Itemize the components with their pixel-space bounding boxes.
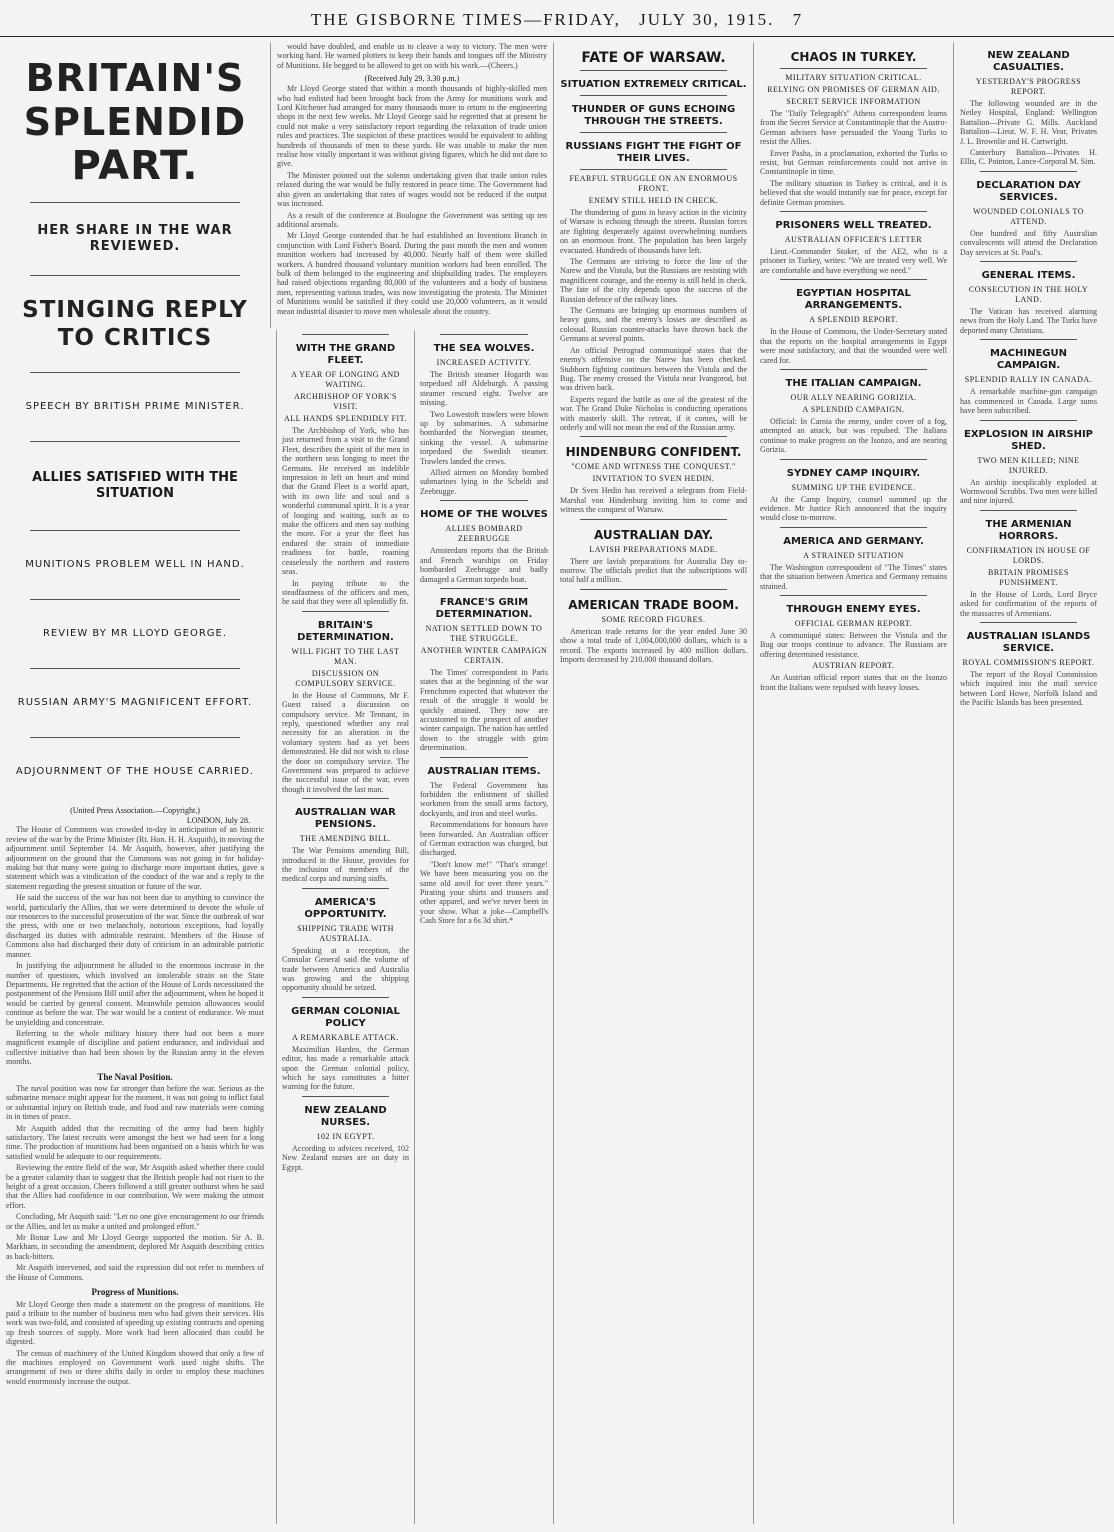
divider xyxy=(30,202,240,203)
subhead: MILITARY SITUATION CRITICAL. xyxy=(785,73,922,82)
subhead: ALLIES BOMBARD ZEEBRUGGE xyxy=(445,524,523,544)
headline-sydney-camp-inquiry: SYDNEY CAMP INQUIRY. xyxy=(786,467,921,479)
divider xyxy=(302,798,389,799)
paper-name-and-day: THE GISBORNE TIMES—FRIDAY, xyxy=(310,10,621,29)
headline-italian-campaign: THE ITALIAN CAMPAIGN. xyxy=(785,377,922,389)
subhead: A SPLENDID CAMPAIGN. xyxy=(802,404,905,414)
subhead: INVITATION TO SVEN HEDIN. xyxy=(592,474,715,484)
headline-armenian-horrors: THE ARMENIAN HORRORS. xyxy=(985,518,1072,542)
divider xyxy=(30,372,240,373)
article-body-text: Maximilian Harden, the German editor, has made a remarkable attack upon the German colonial policy, which he says constitutes a bitter warning for the future. xyxy=(282,1044,409,1092)
article-body-text: would have doubled, and enable us to cleave a way to victory. The men were working hard. He warned plotters to keep their hands and tongues off the Ministry of Munitions. He begged to be allowed to get on with his work.—(Cheers.) xyxy=(277,42,547,70)
headline-britains-determination: BRITAIN'S DETERMINATION. xyxy=(297,619,394,643)
headline-fate-of-warsaw: FATE OF WARSAW. xyxy=(581,50,726,66)
divider xyxy=(302,888,389,889)
subhead: WOUNDED COLONIALS TO ATTEND. xyxy=(972,206,1085,226)
article-body-text: Mr Lloyd George then made a statement on the progress of munitions. He paid a tribute to the number of business men who had given their services. His work was two-fold, and consisted of speeding up existing contracts and opening up fresh sources of supply. More work had been allocated than could be digested. The census of machinery of the United Kingdom showed that only a few of the machines employed on Government work used night shifts. The arrangement of two or three shifts daily in order to employ these machines would enormously increase the output. xyxy=(6,1299,264,1386)
subhead: A SPLENDID REPORT. xyxy=(809,315,898,325)
subhead: DISCUSSION ON COMPULSORY SERVICE. xyxy=(295,668,396,688)
headline-america-and-germany: AMERICA AND GERMANY. xyxy=(783,535,924,547)
divider xyxy=(302,997,389,998)
headline-nz-nurses: NEW ZEALAND NURSES. xyxy=(304,1104,387,1128)
subhead: YESTERDAY'S PROGRESS REPORT. xyxy=(975,77,1082,96)
divider xyxy=(780,369,927,370)
headline-home-of-wolves: HOME OF THE WOLVES xyxy=(420,509,548,521)
divider xyxy=(980,510,1077,511)
article-body-text: The following wounded are in the Netley Hospital, England: Wellington Battalion—Private G. Mills. Auckland Battalion—Lieut. W. F. H. Vear, Privates J. L. Brownlie and H. Cartwright. Canterbury Battalion—Privates H. Ellis, C. Pointon, Lance-Corporal M. Sim. xyxy=(960,99,1097,167)
subhead: OFFICIAL GERMAN REPORT. xyxy=(794,618,913,628)
column-2b xyxy=(414,330,553,1524)
subhead: ANOTHER WINTER CAMPAIGN CERTAIN. xyxy=(420,645,548,665)
subhead: OUR ALLY NEARING GORIZIA. xyxy=(790,392,917,402)
headline-machinegun-campaign: MACHINEGUN CAMPAIGN. xyxy=(989,348,1068,372)
divider xyxy=(580,169,727,170)
article-body-text: The Vatican has received alarming news from the Holy Land. The Turks have deported many Christians. xyxy=(960,307,1097,335)
article-body-text: One hundred and fifty Australian convalescents will attend the Declaration Day services at St. Paul's. xyxy=(960,228,1097,257)
article-body-text: In the House of Commons, Mr F. Guest raised a discussion on compulsory service. Mr Tennant, in reply, questioned whether any real necessity for an alteration in the voluntary system had as yet been demonstrated. He did not wish to close the door on compulsory service. The Government was prepared to achieve the successful issue of the war, even though it involved the last man. xyxy=(282,690,409,794)
divider xyxy=(30,530,240,531)
subhead: ENEMY STILL HELD IN CHECK. xyxy=(588,196,719,205)
article-body-text: The "Daily Telegraph's" Athens correspondent learns from the Secret Service at Constantinople that the Austro-German advisers have persuaded the Young Turks to resist the Allies. Enver Pasha, in a proclamation, exhorted the Turks to resist, but German reinforcements could not arrive in Constantinople in time. The military situation in Turkey is critical, and it is believed that she would instantly sue for peace, except for definite German promises. xyxy=(760,109,947,207)
divider xyxy=(440,500,528,501)
divider xyxy=(440,588,528,589)
wire-credit: (United Press Association.—Copyright.) xyxy=(70,806,200,815)
headline-declaration-day: DECLARATION DAY SERVICES. xyxy=(976,179,1081,203)
article-body-text: An airship inexplicably exploded at Wormwood Scrubbs. Two men were killed and nine injured. xyxy=(960,477,1097,506)
deck-war-reviewed: HER SHARE IN THE WAR REVIEWED. xyxy=(37,223,233,254)
subhead: AUSTRALIAN OFFICER'S LETTER xyxy=(784,235,923,245)
headline-airship-explosion: EXPLOSION IN AIRSHIP SHED. xyxy=(963,428,1093,452)
headline-egyptian-hospital: EGYPTIAN HOSPITAL ARRANGEMENTS. xyxy=(796,288,911,312)
divider xyxy=(980,171,1077,172)
divider xyxy=(980,420,1077,421)
divider xyxy=(30,441,240,442)
subhead: FEARFUL STRUGGLE ON AN ENORMOUS FRONT. xyxy=(569,174,738,193)
deck-russian-army: RUSSIAN ARMY'S MAGNIFICENT EFFORT. xyxy=(17,697,253,708)
headline-nz-casualties: NEW ZEALAND CASUALTIES. xyxy=(987,50,1070,73)
main-headline: BRITAIN'S SPLENDID xyxy=(23,56,247,144)
subhead: WILL FIGHT TO THE LAST MAN. xyxy=(291,646,400,666)
divider xyxy=(302,334,389,335)
headline-trade-boom: AMERICAN TRADE BOOM. xyxy=(568,597,739,612)
article-body-text: A communiqué states: Between the Vistula and the Bug our troops continue to advance. The Russians are offering determined resistance. xyxy=(760,630,947,659)
divider xyxy=(30,668,240,669)
subhead-progress-munitions: Progress of Munitions. xyxy=(91,1287,179,1298)
headline-sea-wolves: THE SEA WOLVES. xyxy=(433,343,535,354)
headline-through-enemy-eyes: THROUGH ENEMY EYES. xyxy=(786,603,921,615)
deck-review: REVIEW BY MR LLOYD GEORGE. xyxy=(42,628,228,639)
divider xyxy=(580,519,727,520)
divider xyxy=(780,211,927,212)
received-time: (Received July 29, 3.30 p.m.) xyxy=(364,74,460,84)
article-body-text: Mr Lloyd George stated that within a month thousands of highly-skilled men who had enlisted had been brought back from the Army for munitions work and Lord Kitchener had arranged for many thousands more to return to the engineering shops in the next few weeks. Mr Lloyd George said he regretted that at present he could not make a very satisfactory report regarding the relaxation of trade union rules and practices. The suspicion of these practices would be equivalent to adding hundreds of thousands of men to these yards. He was unable to make the men realise how vitally important it was without giving figures, which he did not dare to give. The Minister pointed out the solemn undertaking given that trade union rules relaxed during the war would be fully restored in peace time. The Government had also given an undertaking that rates of wages would not be reduced if the output was increased. As a result of the conference at Boulogne the Government was setting up ten additional arsenals. Mr Lloyd George contended that he had established an Inventions Branch in conjunction with Lord Fisher's Board. During the past month the men and women munition workers had increased by 40,000. Nearly half of them were skilled workers. A hundred thousand voluntary munition workers had been enrolled. The bulk of them belonged to the engineering and shipbuilding trades. The employers had raised objections regarding 80,000 of the volunteers and a body of business men, representing various trades, was now investigating the protests. The Minister of Munitions would be satisfied if they could use 20,000 volunteers, as it would mean industrial disaster to move men wholesale about the country. xyxy=(277,84,547,316)
article-body-text: According to advices received, 102 New Zealand nurses are on duty in Egypt. xyxy=(282,1143,409,1172)
column-5 xyxy=(953,42,1103,1524)
article-body-text: The Federal Government has forbidden the enlistment of skilled workmen from the small arms factory, dockyards, and iron and steel works. Recommendations for honours have been forwarded. An Australian officer of German extraction was charged, but discharged. "Don't know me!" "That's strange! We have been measuring you on the same old anvil for over three years." Pirating your shirts and trousers and other apparel, and we've never been in your show. What a joke—Campbell's Cash Store for a 6s 3d shirt.* xyxy=(420,780,548,926)
divider xyxy=(580,132,727,133)
subhead: SPLENDID RALLY IN CANADA. xyxy=(964,375,1093,385)
article-body-text: The naval position was now far stronger than before the war. Serious as the submarine menace might appear for the moment, it was not going to inflict fatal or substantial injury on British trade, and food and raw materials were coming in in times of peace. Mr Asquith added that the recruiting of the army had been highly satisfactory. The latest recruits were amongst the best we had seen for a long time. The production of munitions had been organised on a basis which he was satisfied would be adequate to our requirements. Reviewing the entire field of the war, Mr Asquith asked whether there could be a greater calamity than to suggest that the British people had not risen to the height of a great occasion. Cheers followed a still greater outburst when he said that the Allies had confidence in our contribution. We were making the utmost effort. Concluding, Mr Asquith said: "Let no one give encouragement to our friends or the Allies, and let us make a united and prolonged effort." Mr Bonar Law and Mr Lloyd George supported the motion. Sir A. B. Markham, in seconding the amendment, deplored Mr Asquith describing critics as back-bitters. Mr Asquith intervened, and said the expression did not refer to members of the House of Commons. xyxy=(6,1083,264,1282)
article-body-text: An Austrian official report states that on the Isonzo front the Italians were repulsed with heavy losses. xyxy=(760,673,947,692)
article-body-text: The Times' correspondent in Paris states that at the beginning of the war Frenchmen expected that whatever the result of the struggle it would be quickly attained. They now are accustomed to the prospect of another winter campaign. The nation has settled down to the struggle with grim determination. xyxy=(420,667,548,753)
article-body-text: Speaking at a reception, the Consular General said the volume of trade between America and Australia was growing and the shipping opportunity should be seized. xyxy=(282,945,409,993)
article-body-text: The report of the Royal Commission which inquired into the mail service between Lord Howe, Norfolk Island and the Pacific Islands has been presented. xyxy=(960,669,1097,708)
article-body-text: In the House of Lords, Lord Bryce asked for confirmation of the reports of the massacres of Armenians. xyxy=(960,589,1097,618)
dateline: LONDON, July 28. xyxy=(186,816,250,825)
issue-date: JULY 30, 1915. xyxy=(639,10,775,29)
divider xyxy=(580,436,727,437)
column-4 xyxy=(753,42,953,1524)
headline-war-pensions: AUSTRALIAN WAR PENSIONS. xyxy=(295,807,396,831)
article-body-text: The thundering of guns in heavy action in the vicinity of Warsaw is echoing through the streets. Russian forces are fighting desperately against overwhelming numbers on an enormous front. The population has been largely evacuated. Hundreds of thousands have left. The Germans are striving to force the line of the Narew and the Vistula, but the Russians are resisting with magnificent courage, and the enemy is still held in check. The fate of the city depends upon the success of the Russian defence of the railway lines. The Germans are bringing up enormous numbers of heavy guns, and the enemy's losses are described as colossal. Russian counter-attacks have thrown back the Germans at several points. An official Petrograd communiqué states that the enemy's offensive on the Narew has been checked. Stubborn fighting continues between the Vistula and the Bug. The enemy crossed the Vistula near Ivangorod, but was driven back. Experts regard the battle as one of the greatest of the war. The Grand Duke Nicholas is conducting operations with masterly skill. The retreat, if it comes, will be orderly and will not mean the end of the Russian army. xyxy=(560,208,747,432)
subhead: SOME RECORD FIGURES. xyxy=(601,614,706,624)
article-body-text: Amsterdam reports that the British and French warships on Friday bombarded Zeebrugge and badly damaged a German torpedo boat. xyxy=(420,546,548,584)
subhead-russians-fight: RUSSIANS FIGHT THE FIGHT OF THEIR LIVES. xyxy=(565,141,742,164)
headline-chaos-in-turkey: CHAOS IN TURKEY. xyxy=(790,50,917,64)
divider xyxy=(580,70,727,71)
divider xyxy=(580,95,727,96)
divider xyxy=(302,1096,389,1097)
divider xyxy=(30,275,240,276)
subhead: INCREASED ACTIVITY. xyxy=(436,358,532,367)
subhead: SECRET SERVICE INFORMATION xyxy=(786,97,921,106)
deck-adjournment: ADJOURNMENT OF THE HOUSE CARRIED. xyxy=(15,766,255,777)
deck-munitions: MUNITIONS PROBLEM WELL IN HAND. xyxy=(25,559,245,570)
divider xyxy=(780,459,927,460)
deck-speech: SPEECH BY BRITISH PRIME MINISTER. xyxy=(25,401,245,412)
headline-prisoners-treated: PRISONERS WELL TREATED. xyxy=(775,220,932,232)
subhead: SHIPPING TRADE WITH AUSTRALIA. xyxy=(297,923,394,943)
article-body-text: At the Camp Inquiry, counsel summed up the evidence. Mr Justice Rich announced that the inquiry would close to-morrow. xyxy=(760,494,947,523)
article-body-text: The War Pensions amending Bill, introduced in the House, provides for the inclusion of members of the medical corps and nursing staffs. xyxy=(282,846,409,884)
column-3 xyxy=(553,42,753,1524)
article-body-text: In the House of Commons, the Under-Secretary stated that the reports on the hospital arrangements in Egypt were most satisfactory, and that the wounded were well cared for. xyxy=(760,327,947,365)
subhead: TWO MEN KILLED; NINE INJURED. xyxy=(977,455,1080,475)
column-2-top xyxy=(270,42,553,328)
divider xyxy=(980,261,1077,262)
subhead: ALL HANDS SPLENDIDLY FIT. xyxy=(284,414,407,423)
subhead: "COME AND WITNESS THE CONQUEST." xyxy=(571,462,736,472)
subhead: ARCHBISHOP OF YORK'S VISIT. xyxy=(294,392,397,411)
divider xyxy=(30,737,240,738)
article-body-text: American trade returns for the year ended June 30 show a total trade of 1,004,000,000 dollars, which is a record. The exports increased by 400 million dollars. Imports decreased by 210,000 thousand dollars. xyxy=(560,626,747,664)
column-1 xyxy=(0,42,270,1524)
subhead: NATION SETTLED DOWN TO THE STRUGGLE. xyxy=(425,623,543,643)
subhead-naval-position: The Naval Position. xyxy=(97,1071,173,1082)
masthead xyxy=(0,4,1114,37)
subhead-thunder-of-guns: THUNDER OF GUNS ECHOING THROUGH THE STREETS. xyxy=(571,104,736,127)
divider xyxy=(780,68,927,69)
subhead: LAVISH PREPARATIONS MADE. xyxy=(589,544,718,554)
article-body-text: Dr Sven Hedin has received a telegram from Field-Marshal von Hindenburg inviting him to come and witness the conquest of Warsaw. xyxy=(560,486,747,515)
article-body-text: The Archbishop of York, who has just returned from a visit to the Grand Fleet, describes the spirit of the men in the northern seas longing to meet the Germans. He received an indelible impression in left on heart and mind that the Grand Fleet is a world apart, with its own life and soul and a wonderful communal spirit. It is a year of longing and waiting, such as to make the officers and men say nothing the more. For a year the fleet has endured the strain of immediate readiness for battle, roaming ceaselessly the northern and eastern seas. In paying tribute to the steadfastness of the officers and men, he said that they were all splendidly fit. xyxy=(282,426,409,607)
article-body-text: There are lavish preparations for Australia Day to-morrow. The officials predict that the subscriptions will total half a million. xyxy=(560,556,747,585)
column-2a xyxy=(276,330,414,1524)
divider xyxy=(980,622,1077,623)
divider xyxy=(980,339,1077,340)
article-body-text: Lieut.-Commander Stoker, of the AE2, who is a prisoner in Turkey, writes: "We are treated very well. We are comfortable and have everything we need." xyxy=(760,247,947,275)
headline-australian-items: AUSTRALIAN ITEMS. xyxy=(427,765,541,777)
article-body-text: A remarkable machine-gun campaign has commenced in Canada. Large sums have been subscribed. xyxy=(960,387,1097,416)
headline-france-determination: FRANCE'S GRIM DETERMINATION. xyxy=(435,596,533,620)
divider xyxy=(780,527,927,528)
subhead: 102 IN EGYPT. xyxy=(316,1131,375,1141)
subhead: CONFIRMATION IN HOUSE OF LORDS. xyxy=(966,545,1091,565)
subhead: THE AMENDING BILL. xyxy=(299,834,392,844)
deck-allies-satisfied: ALLIES SATISFIED WITH THE SITUATION xyxy=(32,470,238,501)
subhead: RELYING ON PROMISES OF GERMAN AID. xyxy=(767,85,940,94)
main-headline-line2: PART. xyxy=(71,143,199,189)
divider xyxy=(440,334,528,335)
headline-hindenburg-confident: HINDENBURG CONFIDENT. xyxy=(565,445,742,460)
divider xyxy=(302,611,389,612)
subhead-situation-critical: SITUATION EXTREMELY CRITICAL. xyxy=(560,79,747,90)
article-body-text: The Washington correspondent of "The Times" states that the situation between America and Germany remains strained. xyxy=(760,562,947,591)
headline-australian-day: AUSTRALIAN DAY. xyxy=(594,527,713,542)
deck-stinging-reply: STINGING REPLY TO CRITICS xyxy=(22,297,248,351)
divider xyxy=(780,595,927,596)
headline-general-items: GENERAL ITEMS. xyxy=(981,270,1076,282)
subhead: A REMARKABLE ATTACK. xyxy=(292,1032,399,1042)
page-number: 7 xyxy=(792,10,804,29)
divider xyxy=(440,757,528,758)
divider xyxy=(30,599,240,600)
subhead: ROYAL COMMISSION'S REPORT. xyxy=(962,657,1095,667)
subhead: CONSECUTION IN THE HOLY LAND. xyxy=(968,285,1089,305)
article-body-text: The House of Commons was crowded to-day in anticipation of an historic review of the war by the Prime Minister (Rt. Hon. H. H. Asquith), in moving the adjournment until September 14. Mr Asquith, however, after justifying the adjournment on the ground that the Commons was not going in for holiday-making but that many were going to discharge more important duties, gave a statement which was a vindication of the conduct of the war and a reply to the statement regarding the present situation or future of the war. He said the success of the war has not been due to anything to convince the world, particularly the Allies, that we were determined to devote the whole of our resources to the successful prosecution of the war. Since the outbreak of war the press, with one or two melancholy, notorious exceptions, had loyally discharged its duties with admirable restraint. Members of the House of Commons also had discharged their duty of criticism in an admirable patriotic manner. In justifying the adjournment he alluded to the enormous increase in the number of questions, which involved an intolerable strain on the State Departments. He regretted that the action of the House of Lords necessitated the postponement of the Pensions Bill until after the adjournment, when he hoped it would be carried by general consent. Meanwhile pension allowances would continue as before the war. The war would be a contest of endurance. We must be unyielding and concentrate. Referring to the whole military history there had not been a more magnificent example of discipline and patient endurance, and individual and collective initiative than had been shown by the Russian army in the eleven months. xyxy=(6,825,264,1067)
headline-islands-service: AUSTRALIAN ISLANDS SERVICE. xyxy=(966,630,1091,654)
divider xyxy=(780,279,927,280)
divider xyxy=(580,589,727,590)
article-body-text: Official: In Carnia the enemy, under cover of a fog, attempted an attack, but was repulsed. The Italians continue to make progress on the Isonzo, and are nearing Gorizia. xyxy=(760,416,947,455)
subhead: A YEAR OF LONGING AND WAITING. xyxy=(291,370,400,389)
subhead: A STRAINED SITUATION xyxy=(803,550,904,560)
headline-german-colonial-policy: GERMAN COLONIAL POLICY xyxy=(291,1005,400,1029)
subhead: BRITAIN PROMISES PUNISHMENT. xyxy=(988,567,1069,587)
headline-americas-opportunity: AMERICA'S OPPORTUNITY. xyxy=(304,896,387,920)
subhead: SUMMING UP THE EVIDENCE. xyxy=(791,482,916,492)
article-body-text: The British steamer Hogarth was torpedoed off Aldeburgh. A passing steamer rescued eight. Twelve are missing. Two Lowestoft trawlers were blown up by submarines. A submarine bombarded the Norwegian steamer, sinking the vessel. A submarine torpedoed the Swedish steamer. Trawlers landed the crews. Allied airmen on Monday bombed submarines lying in the Scheldt and Zeebrugge. xyxy=(420,370,548,496)
subhead: AUSTRIAN REPORT. xyxy=(812,661,895,671)
headline-grand-fleet: WITH THE GRAND FLEET. xyxy=(295,343,396,366)
